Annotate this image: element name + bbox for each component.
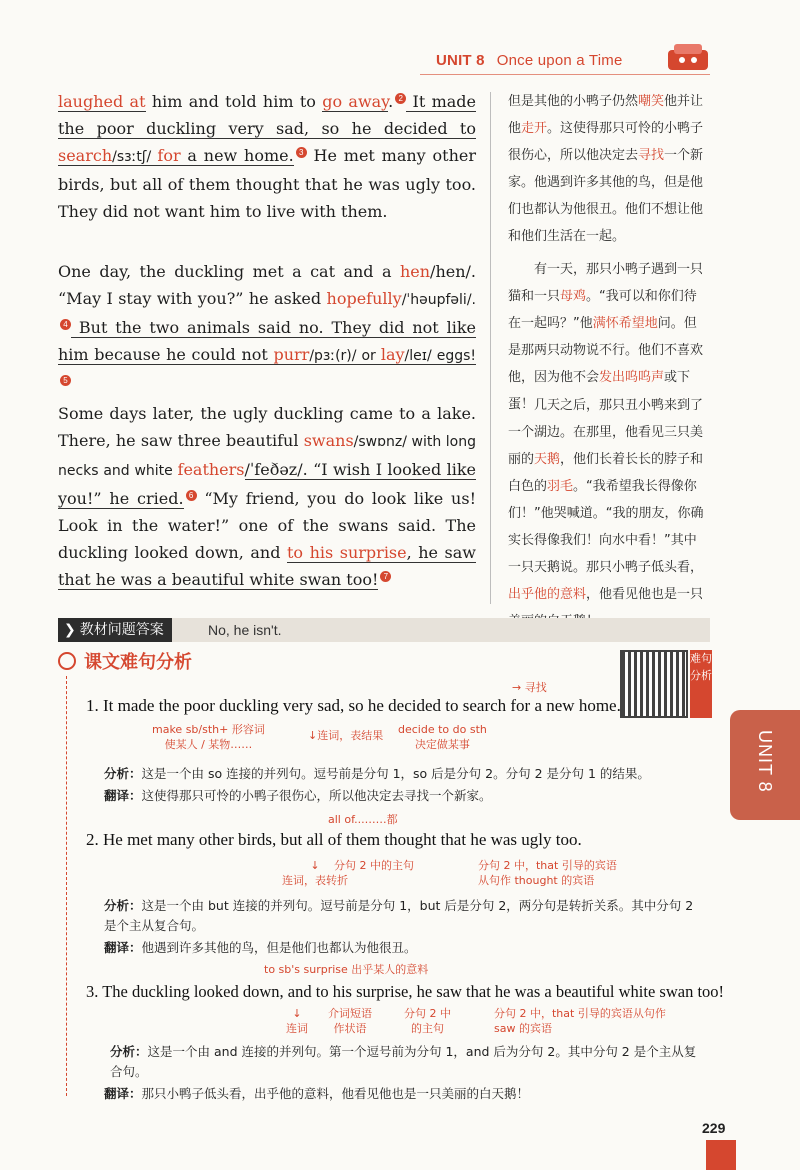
text: It made the poor duckling very sad, so he decided to: [58, 92, 476, 138]
note-marker: 4: [60, 319, 71, 330]
story-paragraph-2: [58, 258, 476, 397]
smiley-icon: [58, 652, 76, 670]
note-that-clause-3: [494, 1006, 666, 1036]
text: 但是其他的小鸭子仍然: [508, 94, 639, 109]
translation-text: 他遇到许多其他的鸟，但是他们也都认为他很丑。: [141, 940, 417, 955]
sentence-2: 2. He met many other birds, but all of them thought that he was ugly too.: [86, 830, 582, 849]
unit-title: Once upon a Time: [496, 52, 623, 69]
analysis-text: 这是一个由 and 连接的并列句。第一个逗号前为分句 1，and 后为分句 2。其中分句 2 是个主从复合句。: [110, 1044, 697, 1079]
vocab-lay: lay: [380, 345, 405, 364]
note-line: 分句 2 中，that 引导的宾语: [478, 859, 617, 872]
note-line: 介词短语: [328, 1007, 372, 1020]
ipa: /ˈhəupfəli/.: [401, 292, 476, 308]
note-line: 分句 2 中: [404, 1007, 451, 1020]
translation-3: [104, 1084, 704, 1104]
vocab-hopefully: hopefully: [326, 289, 402, 308]
note-main-clause: 分句 2 中的主句: [334, 859, 414, 872]
arrow-down-icon: ↓: [310, 859, 320, 872]
analysis-1: [104, 764, 704, 784]
answer-label: [58, 618, 172, 642]
note-line: 决定做某事: [414, 738, 470, 751]
note-so: [308, 728, 383, 743]
note-line: 作状语: [333, 1022, 367, 1035]
sentence-3: 3. The duckling looked down, and to his surprise, he saw that he was a beautiful white swan too!: [86, 982, 725, 1001]
story-paragraph-1: [58, 88, 476, 225]
note-that-clause: [478, 858, 617, 888]
note-line: 从句作 thought 的宾语: [478, 874, 595, 887]
book-decoration-icon: [662, 40, 714, 76]
analysis-text: 这是一个由 so 连接的并列句。逗号前是分句 1，so 后是分句 2。分句 2 是分句 1 的结果。: [141, 766, 650, 781]
text: a new home.: [180, 146, 294, 165]
highlight: 寻找: [638, 148, 665, 163]
note-line: 连词，表转折: [282, 874, 348, 887]
note-marker: 2: [395, 93, 406, 104]
note-marker: 5: [60, 375, 71, 386]
label: 分析：: [104, 898, 142, 913]
note-marker: 7: [380, 571, 391, 582]
text: 问。但是那两只动物说不行。他们不喜欢他，因为他不会: [508, 316, 704, 385]
translation-paragraph-3: [508, 392, 708, 635]
highlight: 母鸡: [560, 289, 587, 304]
text: 。这使得那只可怜的小鸭子很伤心，所以他决定去: [508, 121, 704, 163]
highlight: 出乎他的意料: [508, 587, 587, 602]
ipa: /swɒnz/ with long necks and white: [58, 434, 477, 479]
text: .: [388, 92, 394, 111]
label: 分析：: [104, 766, 142, 781]
note-line: 连词，表结果: [317, 729, 384, 742]
unit-side-tab: [730, 710, 800, 820]
translation-paragraph-1: [508, 88, 708, 250]
section-guide-line: [66, 676, 68, 1096]
arrow-down-icon: ↓: [308, 729, 318, 742]
section-title: 课文难句分析: [84, 652, 192, 673]
vocab-search: search: [58, 146, 113, 165]
translation-text: 这使得那只可怜的小鸭子很伤心，所以他决定去寻找一个新家。: [141, 788, 492, 803]
note-line: 连词: [286, 1022, 308, 1035]
qr-tag: 难句分析: [690, 650, 712, 718]
text: 。“我希望我长得像你们！”他哭喊道。“我的朋友，你确实长得像我们！向水中看！”其中一只天鹅说。那只小鸭子低头看，: [508, 479, 704, 575]
text: 或下蛋！: [508, 370, 691, 412]
text: “My friend, you do look like us! Look in the water!” one of the swans said. The duckling looked down, and: [58, 489, 477, 562]
phrase-to-his-surprise: to his surprise: [286, 543, 407, 562]
text: 他并让他: [508, 94, 704, 136]
text: him and told him to: [145, 92, 323, 111]
translation-1: [104, 786, 704, 806]
highlight: 发出呜呜声: [599, 370, 665, 385]
text: One day, the duckling met a cat and a: [58, 262, 400, 281]
text: He met many other birds, but all of them thought that he was ugly too. They did not want him to live with them.: [58, 146, 476, 221]
note-marker: 6: [186, 490, 197, 501]
translation-text: 那只小鸭子低头看，出乎他的意料，他看见他也是一只美丽的白天鹅！: [141, 1086, 530, 1101]
note-marker: 3: [296, 147, 307, 158]
vocab-feathers: feathers: [177, 460, 245, 479]
text: 一个新家。他遇到许多其他的鸟，但是他们也都认为他很丑。他们不想让他和他们生活在一起。: [508, 148, 704, 244]
running-header: [436, 52, 623, 69]
note-line: 使某人 / 某物……: [164, 738, 253, 751]
gloss-all-of: all of...……都: [328, 813, 398, 826]
gloss-text: 寻找: [524, 681, 547, 694]
text: But the two animals said no. They did not like him because he could not: [58, 318, 476, 364]
highlight: 走开: [521, 121, 548, 136]
gloss-search: → 寻找: [512, 681, 547, 694]
note-line: saw 的宾语: [494, 1022, 552, 1035]
note-prep-phrase: [328, 1006, 372, 1036]
note-line: decide to do sth: [398, 723, 487, 736]
label: 翻译：: [104, 940, 142, 955]
note-decide: [398, 722, 487, 752]
note-line: make sb/sth+ 形容词: [152, 723, 265, 736]
text: Some days later, the ugly duckling came to a lake. There, he saw three beautiful: [58, 404, 476, 450]
column-divider: [490, 92, 491, 604]
answer-text: No, he isn't.: [208, 622, 282, 638]
phrase-go-away: go away: [322, 92, 389, 111]
story-paragraph-3: [58, 400, 476, 593]
label: 翻译：: [104, 1086, 142, 1101]
label: 翻译：: [104, 788, 142, 803]
text: 几天之后，那只丑小鸭来到了一个湖边。在那里，他看见三只美丽的: [508, 398, 704, 467]
text: 。“我可以和你们待在一起吗？”他: [508, 289, 697, 331]
text: 有一天，那只小鸭子遇到一只猫和一只: [508, 262, 704, 304]
highlight: 嘲笑: [638, 94, 665, 109]
text: ，他们长着长长的脖子和白色的: [508, 452, 704, 494]
note-main-clause-3: [404, 1006, 451, 1036]
unit-label: UNIT 8: [436, 52, 485, 69]
analysis-text: 这是一个由 but 连接的并列句。逗号前是分句 1，but 后是分句 2，两分句是转折关系。其中分句 2 是个主从复合句。: [104, 898, 694, 933]
vocab-hen: hen: [399, 262, 431, 281]
analysis-2: [104, 896, 708, 936]
vocab-purr: purr: [273, 345, 310, 364]
highlight: 满怀希望地: [592, 316, 658, 331]
vocab-for: for: [157, 146, 181, 165]
note-make-sb: [152, 722, 265, 752]
page-number: 229: [702, 1120, 726, 1136]
note-line: 分句 2 中，that 引导的宾语从句作: [494, 1007, 666, 1020]
ipa: /leɪ/ eggs!: [404, 348, 476, 364]
highlight: 天鹅: [534, 452, 561, 467]
label: 分析：: [110, 1044, 148, 1059]
note-line: 的主句: [411, 1022, 444, 1035]
highlight: 羽毛: [547, 479, 574, 494]
answer-label-text: 教材问题答案: [79, 622, 164, 638]
text: , he saw that he was a beautiful white swan too!: [58, 543, 476, 589]
unit-side-tab-label: UNIT 8: [755, 730, 775, 793]
arrow-down-icon: ↓: [292, 1007, 302, 1020]
ipa: /sɜːtʃ/: [112, 149, 158, 165]
gloss-to-sbs-surprise: to sb's surprise 出乎某人的意料: [264, 963, 429, 976]
chevron-right-icon: ❯: [64, 622, 76, 638]
note-and: [286, 1006, 308, 1036]
sentence-1: 1. It made the poor duckling very sad, so he decided to search for a new home.: [86, 696, 621, 715]
text: /ˈfeðəz/. “I wish I looked like you!” he cried.: [58, 460, 477, 508]
ipa: /pɜː(r)/ or: [309, 348, 381, 364]
text: ，他看见他也是一只: [586, 587, 704, 602]
page-corner-mark: [706, 1140, 736, 1170]
text: /hen/. “May I stay with you?” he asked: [58, 262, 476, 308]
translation-2: [104, 938, 704, 958]
analysis-3: [110, 1042, 708, 1082]
vocab-swans: swans: [303, 431, 354, 450]
qr-code[interactable]: [620, 650, 688, 718]
phrase-laughed-at: laughed at: [58, 92, 146, 111]
